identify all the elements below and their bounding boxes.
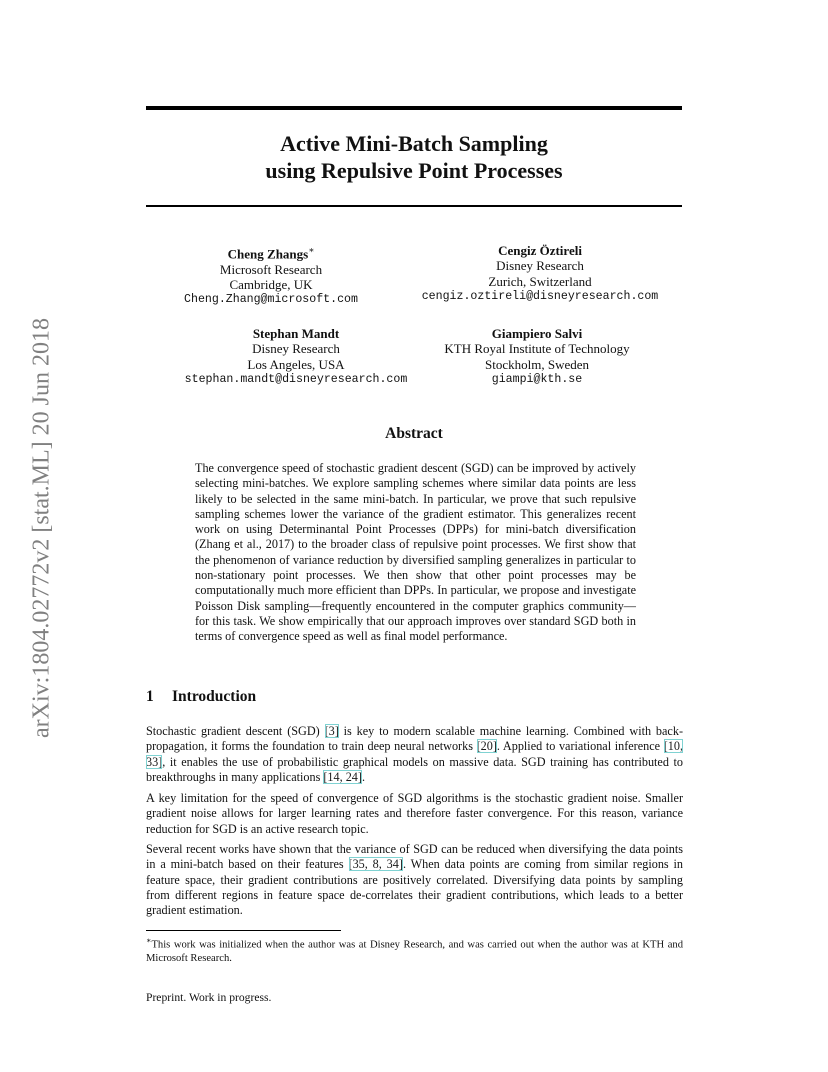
author-location: Cambridge, UK (229, 276, 313, 292)
author-name: Cheng Zhangs∗ (227, 245, 315, 262)
intro-paragraph-1: Stochastic gradient descent (SGD) [3] is key to modern scalable machine learning. Combined with back-propagation, it forms the foundation to train deep neural networks [20]. Applied to variational inference [10, 33], it enables the use of probabilistic graphical models on massive data. SGD training has contributed to breakthroughs in many applications [14, 24]. (146, 724, 684, 784)
abstract-text: The convergence speed of stochastic gradient descent (SGD) can be improved by actively selecting mini-batches. We explore sampling schemes where similar data points are less likely to be selected in the same mini-batch. In particular, we prove that such repulsive sampling schemes lower the variance of the gradient estimator. This generalizes recent work on using Determinantal Point Processes (DPPs) for mini-batch diversification (Zhang et al., 2017) to the broader class of repulsive point processes. We first show that the phenomenon of variance reduction by diversified sampling generalizes in particular to non-stationary point processes. We then show that other point processes may be computationally much more efficient than DPPs. In particular, we propose and investigate Poisson Disk sampling—frequently encountered in the computer graphics community—for this task. We show empirically that our approach improves over standard SGD both in terms of convergence speed as well as final model performance. (195, 461, 636, 644)
author-name: Cengiz Öztireli (498, 243, 582, 258)
footnote: ∗This work was initialized when the author was at Disney Research, and was carried out when the author was at KTH and Microsoft Research. (146, 936, 683, 965)
author-block-2 (400, 243, 680, 304)
author-affiliation: Microsoft Research (219, 261, 323, 277)
section-title: Introduction (172, 688, 257, 705)
arxiv-identifier: arXiv:1804.02772v2 [stat.ML] 20 Jun 2018 (28, 318, 55, 738)
title-bottom-rule (146, 205, 682, 207)
title-line-1: Active Mini-Batch Sampling (280, 131, 548, 156)
section-heading-introduction (146, 688, 256, 706)
author-block-4 (420, 326, 654, 387)
intro-paragraph-2: A key limitation for the speed of convergence of SGD algorithms is the stochastic gradient noise. Smaller gradient noise allows for larger learning rates and therefore faster convergence. For this reason, variance reduction for SGD is an active research topic. (146, 791, 683, 836)
footnote-rule (146, 930, 341, 931)
author-location: Stockholm, Sweden (485, 356, 589, 372)
author-email: Cheng.Zhang@microsoft.com (184, 293, 358, 307)
author-email: stephan.mandt@disneyresearch.com (184, 372, 408, 386)
author-block-3 (146, 326, 446, 387)
intro-paragraph-3: Several recent works have shown that the variance of SGD can be reduced when diversifying the data points in a mini-batch based on their features [35, 8, 34]. When data points are coming from similar regions in feature space, their gradient contributions are positively correlated. Diversifying data points by sampling from different regions in feature space de-correlates their gradient contributions, which leads to a better gradient estimation. (146, 842, 684, 918)
citation-link[interactable]: [3] (324, 724, 339, 738)
paper-title (146, 130, 682, 184)
citation-link[interactable]: [14, 24] (323, 769, 362, 784)
author-email: cengiz.oztireli@disneyresearch.com (421, 289, 659, 303)
author-email: giampi@kth.se (491, 372, 583, 386)
title-line-2: using Repulsive Point Processes (265, 158, 563, 183)
author-name: Stephan Mandt (252, 326, 340, 341)
title-top-rule (146, 106, 682, 110)
abstract-heading: Abstract (385, 425, 443, 442)
author-affiliation: Disney Research (252, 341, 340, 357)
author-name: Giampiero Salvi (491, 326, 583, 341)
citation-link[interactable]: [10, 33] (146, 739, 684, 769)
author-location: Los Angeles, USA (247, 356, 345, 372)
citation-link[interactable]: [35, 8, 34] (348, 857, 403, 872)
author-affiliation: Disney Research (496, 258, 584, 274)
author-affiliation: KTH Royal Institute of Technology (444, 341, 630, 357)
preprint-note: Preprint. Work in progress. (146, 991, 272, 1004)
author-block-1 (146, 243, 396, 308)
author-location: Zurich, Switzerland (488, 273, 592, 289)
citation-link[interactable]: [20] (476, 739, 497, 754)
section-number: 1 (146, 688, 154, 705)
